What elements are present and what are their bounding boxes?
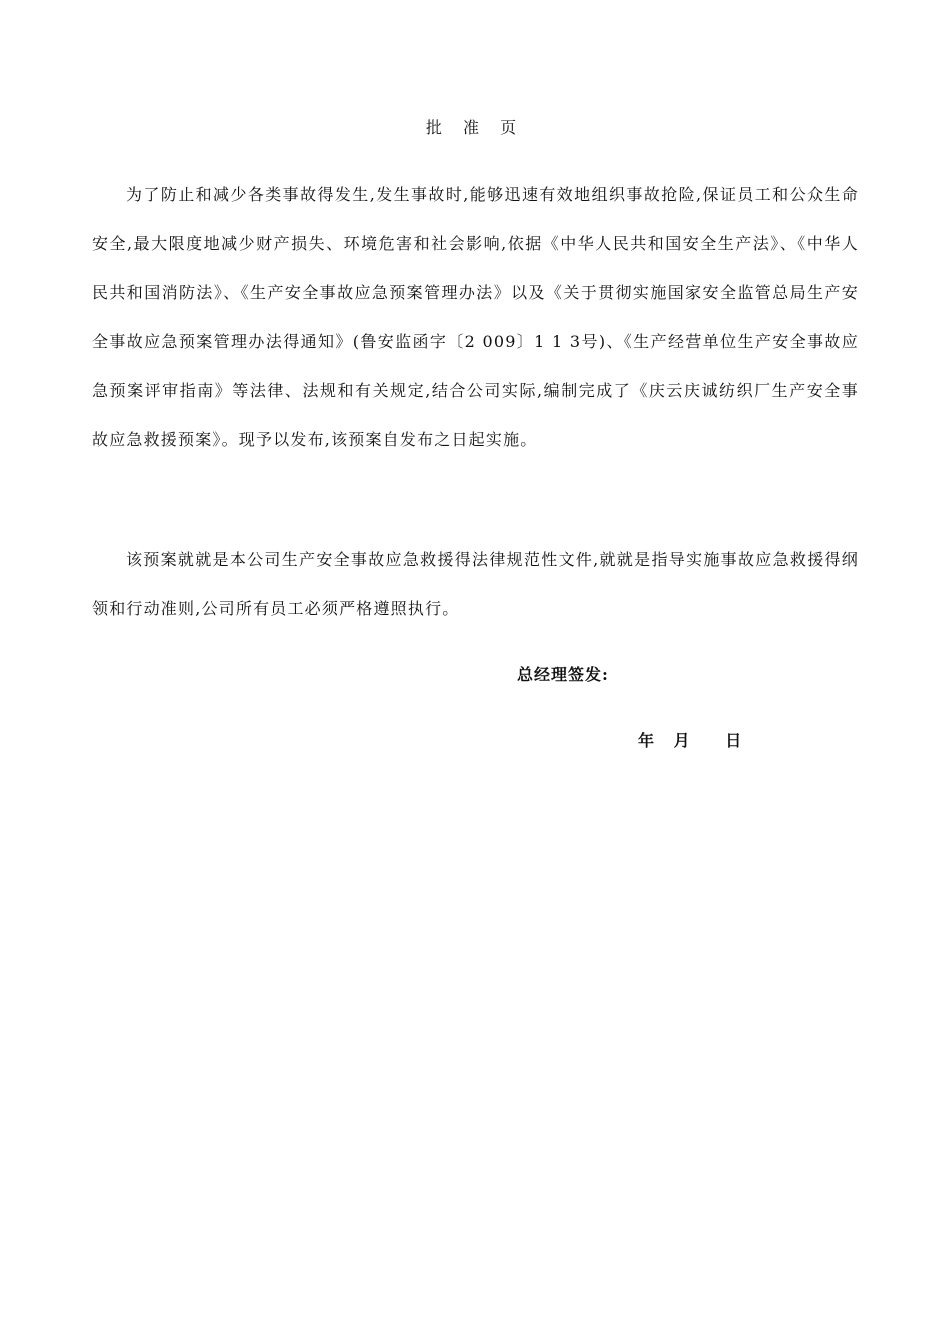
date-month-label: 月 [673,731,690,750]
body-paragraph-2: 该预案就就是本公司生产安全事故应急救援得法律规范性文件,就就是指导实施事故应急救援得纲领和行动准则,公司所有员工必须严格遵照执行。 [92,550,859,618]
date-day-label: 日 [725,731,742,750]
body-paragraph-1: 为了防止和减少各类事故得发生,发生事故时,能够迅速有效地组织事故抢险,保证员工和公众生命安全,最大限度地减少财产损失、环境危害和社会影响,依据《中华人民共和国安全生产法》、《中华人民共和国消防法》、《生产安全事故应急预案管理办法》以及《关于贯彻实施国家安全监管总局生产安全事故应急预案管理办法得通知》(鲁安监函字〔2 009〕1 1 3号)、《生产经营单位生产安全事故应急预案评审指南》等法律、法规和有关规定,结合公司实际,编制完成了《庆云庆诚纺织厂生产安全事故应急救援预案》。现予以发布,该预案自发布之日起实施。 [92,185,859,449]
date-year-label: 年 [638,731,655,750]
signature-label: 总经理签发: [517,665,609,684]
date-line [638,728,741,754]
page-title: 批 准 页 [425,118,525,137]
